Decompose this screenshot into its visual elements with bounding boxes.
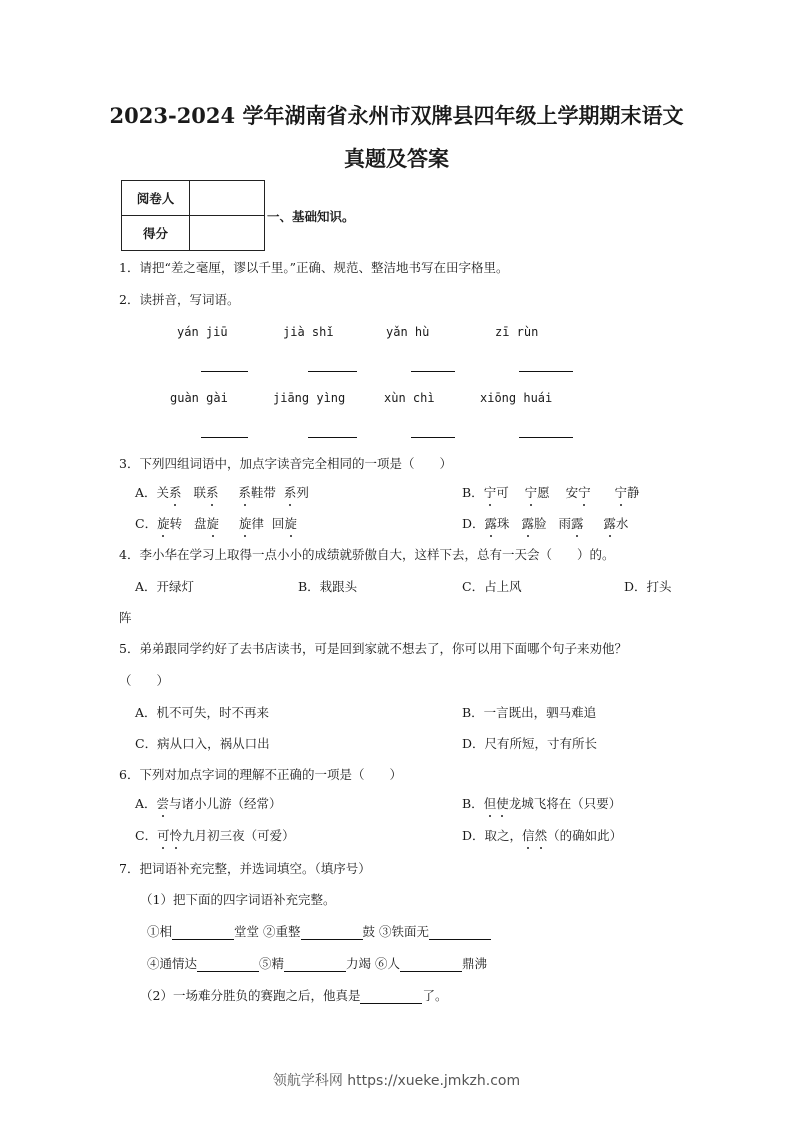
dotted-char: 使	[496, 796, 509, 811]
option-5d: D．尺有所短，寸有所长	[462, 736, 598, 751]
option-text: 与诸小儿游（经常）	[169, 796, 282, 811]
option-4c: C．占上风	[462, 579, 522, 594]
answer-blank	[519, 437, 573, 438]
dotted-char: 然	[534, 828, 548, 843]
word-char: 珠	[497, 516, 510, 531]
question-6: 6．下列对加点字词的理解不正确的一项是（ ）	[119, 767, 402, 782]
idiom-text: ④通情达	[147, 956, 198, 971]
dotted-char: 宁	[524, 485, 538, 500]
answer-blank	[308, 371, 357, 372]
word-char: 转	[169, 516, 183, 531]
option-3d	[462, 516, 628, 532]
option-label: C．	[135, 516, 158, 531]
answer-blank	[201, 437, 248, 438]
dotted-char: 但	[483, 796, 497, 811]
option-3b	[462, 485, 639, 501]
dotted-char: 可	[157, 828, 170, 843]
score-label: 得分	[122, 216, 190, 251]
idiom-text: 堂堂	[234, 924, 260, 939]
pinyin-3: yǎn hù	[386, 325, 430, 339]
idiom-text: ⑤精	[259, 956, 285, 971]
fill-blank[interactable]	[284, 957, 346, 972]
answer-blank	[201, 371, 248, 372]
option-text: 龙城飞将在（只要）	[508, 796, 622, 811]
idiom-text: ②重整	[263, 924, 301, 939]
option-5c: C．病从口入，祸从口出	[135, 736, 270, 751]
option-3a	[135, 485, 309, 501]
dotted-char: 系	[206, 485, 219, 500]
option-4d-continued: 阵	[119, 610, 132, 625]
document-title-line2: 真题及答案	[344, 146, 449, 171]
fill-blank[interactable]	[360, 989, 422, 1004]
dotted-char: 旋	[238, 516, 252, 531]
word-char: 律	[251, 516, 264, 531]
option-text: 取之，	[484, 828, 523, 843]
pinyin-6: jiāng yìng	[273, 391, 346, 405]
word-char: 水	[615, 516, 629, 531]
reviewer-label: 阅卷人	[122, 181, 190, 216]
option-3c	[135, 516, 297, 532]
option-label: B．	[462, 485, 484, 500]
option-text: 九月初三夜（可爱）	[182, 828, 295, 843]
pinyin-7: xùn chì	[384, 391, 435, 405]
fill-blank[interactable]	[197, 957, 259, 972]
pinyin-2: jià shǐ	[283, 325, 334, 339]
word-char: 联	[193, 485, 206, 500]
fill-blank[interactable]	[400, 957, 462, 972]
word-char: 鞋带	[250, 485, 276, 500]
option-4a: A．开绿灯	[135, 579, 195, 594]
sentence-text: 了。	[422, 988, 448, 1003]
dotted-char: 露	[603, 516, 616, 531]
option-label: B．	[462, 796, 484, 811]
dotted-char: 系	[169, 485, 182, 500]
option-label: A．	[135, 485, 157, 500]
document-title-line1: 2023-2024 学年湖南省永州市双牌县四年级上学期期末语文	[109, 103, 684, 128]
pinyin-4: zī rùn	[495, 325, 539, 339]
footer-watermark: 领航学科网 https://xueke.jmkzh.com	[272, 1073, 521, 1089]
word-char: 关	[156, 485, 170, 500]
answer-blank	[411, 437, 455, 438]
dotted-char: 露	[484, 516, 498, 531]
option-4d: D．打头	[624, 579, 672, 594]
answer-blank	[411, 371, 455, 372]
word-char: 回	[271, 516, 285, 531]
answer-blank	[308, 437, 357, 438]
option-5b: B．一言既出，驷马难追	[462, 705, 597, 720]
dotted-char: 系	[238, 485, 251, 500]
option-text: （的确如此）	[547, 828, 623, 843]
idiom-text: 鼓	[362, 924, 376, 939]
word-char: 脸	[534, 516, 547, 531]
dotted-char: 旋	[206, 516, 220, 531]
option-label: D．	[462, 828, 485, 843]
idiom-text: ①相	[147, 924, 173, 939]
dotted-char: 旋	[284, 516, 297, 531]
option-6d	[462, 828, 622, 844]
dotted-char: 信	[522, 828, 535, 843]
word-char: 雨	[558, 516, 571, 531]
option-label: A．	[135, 796, 157, 811]
score-table	[121, 180, 265, 251]
dotted-char: 怜	[169, 828, 183, 843]
question-7-part2	[140, 988, 447, 1004]
dotted-char: 系	[283, 485, 297, 500]
word-char: 安	[565, 485, 579, 500]
question-4: 4．李小华在学习上取得一点小小的成绩就骄傲自大，这样下去，总有一天会（ ）的。	[119, 547, 615, 562]
option-label: C．	[135, 828, 158, 843]
question-7-part1: （1）把下面的四字词语补充完整。	[140, 892, 336, 907]
question-5: 5．弟弟跟同学约好了去书店读书，可是回到家就不想去了，你可以用下面哪个句子来劝他？	[119, 641, 627, 656]
word-char: 列	[296, 485, 309, 500]
question-7: 7．把词语补充完整，并选词填空。（填序号）	[119, 861, 371, 876]
word-char: 静	[626, 485, 640, 500]
dotted-char: 宁	[614, 485, 627, 500]
answer-blank	[519, 371, 573, 372]
score-field	[190, 216, 265, 251]
word-char: 盘	[194, 516, 207, 531]
question-1: 1．请把“差之毫厘，谬以千里。”正确、规范、整洁地书写在田字格里。	[119, 260, 509, 275]
option-label: D．	[462, 516, 485, 531]
fill-blank[interactable]	[172, 925, 234, 940]
dotted-char: 露	[521, 516, 534, 531]
dotted-char: 露	[570, 516, 584, 531]
reviewer-field	[190, 181, 265, 216]
option-5a: A．机不可失，时不再来	[135, 705, 270, 720]
fill-blank[interactable]	[301, 925, 363, 940]
dotted-char: 宁	[483, 485, 497, 500]
dotted-char: 宁	[578, 485, 591, 500]
option-6b	[462, 796, 621, 812]
idiom-text: ③铁面无	[379, 924, 430, 939]
pinyin-1: yán jiū	[177, 325, 228, 339]
idiom-text: 鼎沸	[462, 956, 488, 971]
idiom-row-2	[147, 956, 487, 972]
dotted-char: 旋	[157, 516, 170, 531]
question-3: 3．下列四组词语中，加点字读音完全相同的一项是（ ）	[119, 456, 452, 471]
question-5-paren: （ ）	[119, 673, 170, 688]
pinyin-5: guàn gài	[170, 391, 228, 405]
question-2: 2．读拼音，写词语。	[119, 292, 240, 307]
sentence-text: （2）一场难分胜负的赛跑之后，他真是	[140, 988, 361, 1003]
idiom-text: ⑥人	[375, 956, 401, 971]
option-6c	[135, 828, 295, 844]
option-4b: B．栽跟头	[298, 579, 358, 594]
idiom-row-1	[147, 924, 491, 940]
word-char: 可	[496, 485, 509, 500]
fill-blank[interactable]	[429, 925, 491, 940]
idiom-text: 力竭	[346, 956, 372, 971]
section-heading-basics: 一、基础知识。	[267, 209, 355, 224]
dotted-char: 尝	[156, 796, 170, 811]
pinyin-8: xiōng huái	[480, 391, 553, 405]
option-6a	[135, 796, 282, 812]
word-char: 愿	[537, 485, 550, 500]
